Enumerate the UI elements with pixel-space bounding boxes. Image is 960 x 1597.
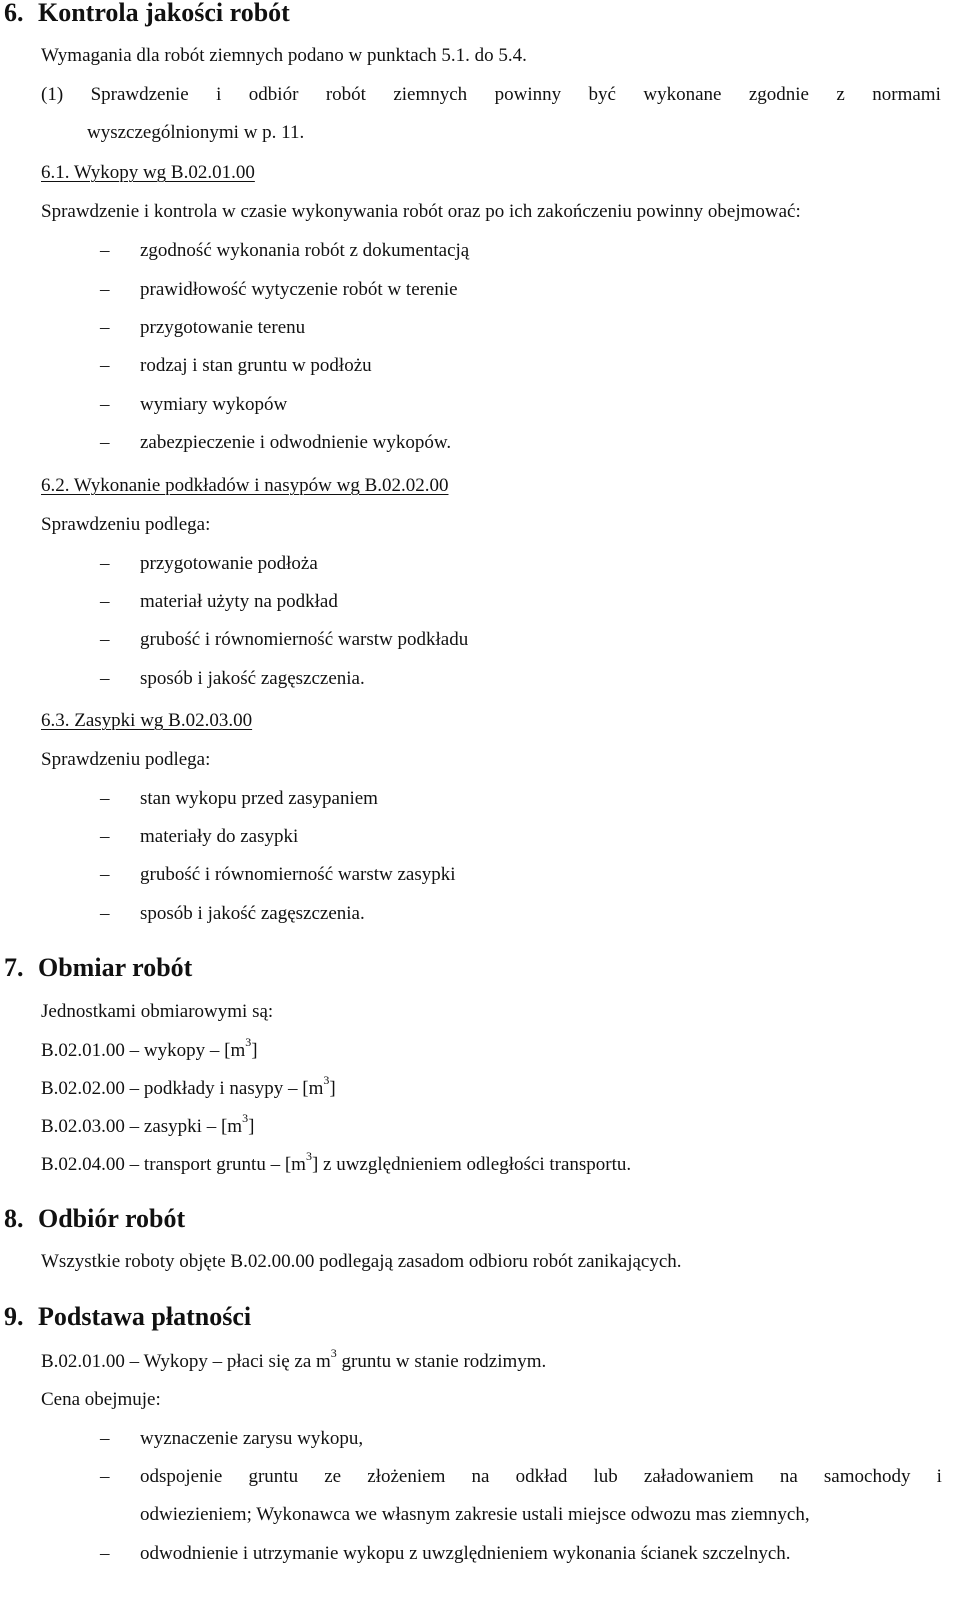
section-6-heading (4, 0, 290, 28)
section-title: Obmiar robót (38, 953, 193, 982)
section-title: Odbiór robót (38, 1204, 186, 1233)
list-item-continuation: odwiezieniem; Wykonawca we własnym zakresie ustali miejsce odwozu mas ziemnych, (140, 1504, 810, 1525)
list-item: – rodzaj i stan gruntu w podłożu (100, 355, 372, 376)
paragraph-1-continuation: wyszczególnionymi w p. 11. (87, 122, 305, 143)
dash-bullet: – (100, 629, 110, 650)
section-number: 6. (4, 0, 24, 27)
section-title: Kontrola jakości robót (38, 0, 290, 27)
subsection-6-3-title: 6.3. Zasypki wg B.02.03.00 (41, 710, 253, 731)
dash-bullet: – (100, 1466, 110, 1487)
dash-bullet: – (100, 591, 110, 612)
dash-bullet: – (100, 668, 110, 689)
section-title: Podstawa płatności (38, 1302, 252, 1331)
subsection-6-1-title: 6.1. Wykopy wg B.02.01.00 (41, 162, 255, 183)
section-7-heading (4, 953, 192, 983)
section-number: 9. (4, 1302, 24, 1331)
dash-bullet: – (100, 864, 110, 885)
list-item: – odspojenie gruntu ze złożeniem na odkład lub załadowaniem na samochody i (100, 1466, 942, 1487)
list-item: – przygotowanie terenu (100, 317, 306, 338)
dash-bullet: – (100, 826, 110, 847)
list-item: – prawidłowość wytyczenie robót w terenie (100, 279, 458, 300)
dash-bullet: – (100, 355, 110, 376)
list-item: – grubość i równomierność warstw zasypki (100, 864, 456, 885)
dash-bullet: – (100, 903, 110, 924)
unit-line: B.02.04.00 – transport gruntu – $[m^3]$ z uwzględnieniem odległości transportu. (41, 1148, 632, 1175)
list-item: – sposób i jakość zagęszczenia. (100, 668, 365, 689)
list-item: – stan wykopu przed zasypaniem (100, 788, 378, 809)
list-item: – przygotowanie podłoża (100, 553, 318, 574)
list-item: – zgodność wykonania robót z dokumentacją (100, 240, 470, 261)
unit-line: B.02.02.00 – podkłady i nasypy – $[m^3]$ (41, 1072, 336, 1099)
intro-text: Wymagania dla robót ziemnych podano w punktach 5.1. do 5.4. (41, 45, 527, 66)
list-item: – odwodnienie i utrzymanie wykopu z uwzględnieniem wykonania ścianek szczelnych. (100, 1543, 791, 1564)
dash-bullet: – (100, 788, 110, 809)
list-item: – sposób i jakość zagęszczenia. (100, 903, 365, 924)
payment-line: B.02.01.00 – Wykopy – płaci się za $m^3$ gruntu w stanie rodzimym. (41, 1345, 547, 1372)
subsection-6-2-lead: Sprawdzeniu podlega: (41, 514, 211, 535)
dash-bullet: – (100, 1543, 110, 1564)
section-9-lead: Cena obejmuje: (41, 1389, 161, 1410)
unit-line: B.02.03.00 – zasypki – $[m^3]$ (41, 1110, 255, 1137)
list-item: – wyznaczenie zarysu wykopu, (100, 1428, 364, 1449)
section-8-heading (4, 1204, 185, 1234)
section-7-lead: Jednostkami obmiarowymi są: (41, 1001, 274, 1022)
list-item: – grubość i równomierność warstw podkładu (100, 629, 469, 650)
list-item: – zabezpieczenie i odwodnienie wykopów. (100, 432, 452, 453)
dash-bullet: – (100, 317, 110, 338)
dash-bullet: – (100, 432, 110, 453)
unit-line: B.02.01.00 – wykopy – $[m^3]$ (41, 1034, 258, 1061)
subsection-6-2-title: 6.2. Wykonanie podkładów i nasypów wg B.02.02.00 (41, 475, 449, 496)
dash-bullet: – (100, 240, 110, 261)
paragraph-1: (1) Sprawdzenie i odbiór robót ziemnych powinny być wykonane zgodnie z normami (41, 84, 941, 105)
dash-bullet: – (100, 394, 110, 415)
section-number: 7. (4, 953, 24, 982)
list-item: – materiał użyty na podkład (100, 591, 338, 612)
section-number: 8. (4, 1204, 24, 1233)
dash-bullet: – (100, 1428, 110, 1449)
list-item: – materiały do zasypki (100, 826, 299, 847)
dash-bullet: – (100, 553, 110, 574)
section-8-text: Wszystkie roboty objęte B.02.00.00 podlegają zasadom odbioru robót zanikających. (41, 1251, 682, 1272)
subsection-6-3-lead: Sprawdzeniu podlega: (41, 749, 211, 770)
list-item: – wymiary wykopów (100, 394, 288, 415)
section-9-heading (4, 1302, 251, 1332)
dash-bullet: – (100, 279, 110, 300)
subsection-6-1-lead: Sprawdzenie i kontrola w czasie wykonywania robót oraz po ich zakończeniu powinny obejmować: (41, 201, 801, 222)
